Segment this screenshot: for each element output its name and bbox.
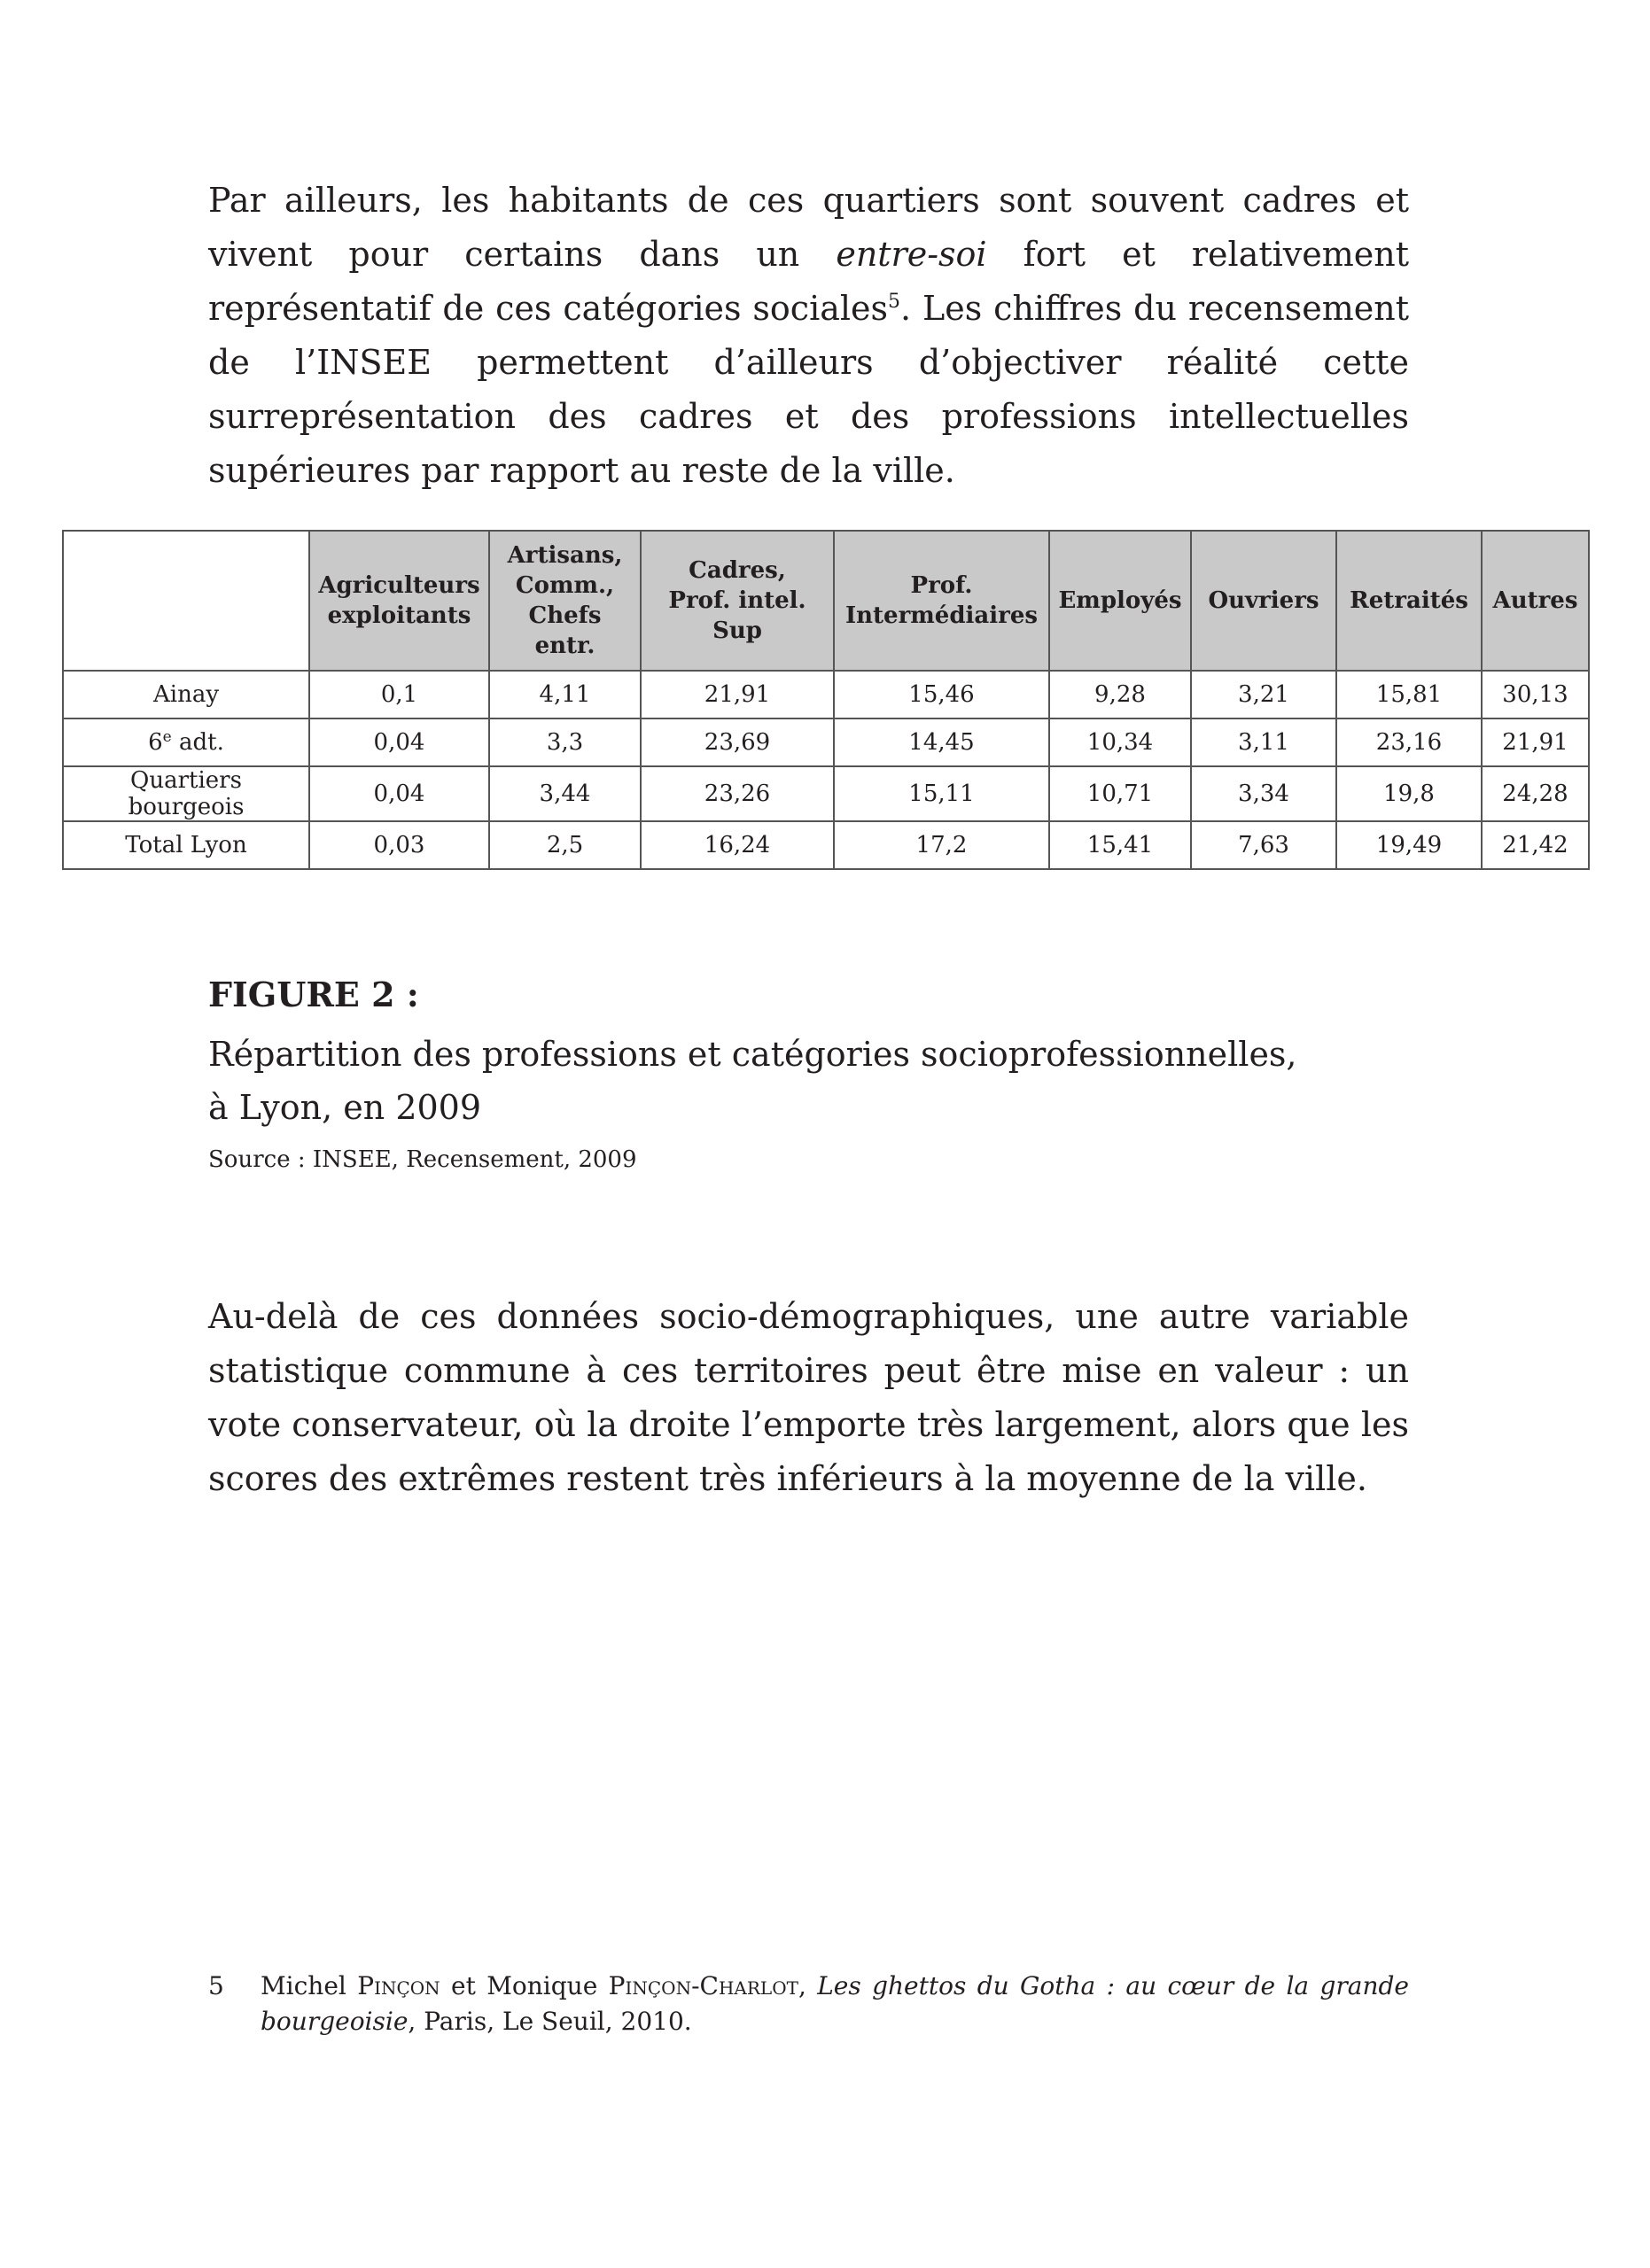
table-cell: 10,71: [1049, 766, 1191, 821]
footnote-number: 5: [208, 1971, 224, 2000]
table-cell: 21,91: [641, 671, 834, 718]
table-row: [63, 718, 1589, 766]
table-cell: 0,04: [309, 766, 489, 821]
row-label-number: 6e adt.: [148, 728, 224, 756]
intro-italic-term: entre-soi: [836, 235, 987, 274]
table-cell: 7,63: [1191, 821, 1336, 869]
table-cell: 3,11: [1191, 718, 1336, 766]
column-header: Autres: [1482, 531, 1589, 671]
row-label: Ainay: [63, 671, 309, 718]
table-cell: 23,16: [1336, 718, 1482, 766]
row-label: Total Lyon: [63, 821, 309, 869]
column-header: Agriculteurs exploitants: [309, 531, 489, 671]
table-cell: 23,69: [641, 718, 834, 766]
column-header: Employés: [1049, 531, 1191, 671]
table-cell: 9,28: [1049, 671, 1191, 718]
figure-source: Source : INSEE, Recensement, 2009: [208, 1146, 637, 1173]
intro-text-middle: fort et relativement représentatif de ces catégories sociales: [208, 235, 1409, 328]
table-cell: 3,44: [489, 766, 641, 821]
figure-title-line2: à Lyon, en 2009: [208, 1088, 482, 1127]
intro-paragraph: [208, 174, 1409, 498]
table-cell: 16,24: [641, 821, 834, 869]
table-row: [63, 671, 1589, 718]
table-cell: 17,2: [834, 821, 1049, 869]
table-cell: 19,49: [1336, 821, 1482, 869]
row-label: Quartiers bourgeois: [63, 766, 309, 821]
footnote: [208, 1969, 1409, 2039]
table-corner-cell: [63, 531, 309, 671]
column-header: Cadres, Prof. intel. Sup: [641, 531, 834, 671]
table-row: [63, 821, 1589, 869]
table-cell: 19,8: [1336, 766, 1482, 821]
table-cell: 23,26: [641, 766, 834, 821]
table-cell: 15,46: [834, 671, 1049, 718]
table-cell: 3,34: [1191, 766, 1336, 821]
table-row: [63, 766, 1589, 821]
table-cell: 10,34: [1049, 718, 1191, 766]
table-cell: 0,1: [309, 671, 489, 718]
table-cell: 24,28: [1482, 766, 1589, 821]
table-cell: 30,13: [1482, 671, 1589, 718]
body-paragraph: Au-delà de ces données socio-démographiques, une autre variable statistique commune à ces territoires peut être mise en valeur : un vote conservateur, où la droite l’emporte très largement, alors que les scores des extrêmes restent très inférieurs à la moyenne de la ville.: [208, 1297, 1409, 1498]
table-cell: 21,42: [1482, 821, 1589, 869]
column-header: Ouvriers: [1191, 531, 1336, 671]
table-cell: 4,11: [489, 671, 641, 718]
table-cell: 15,41: [1049, 821, 1191, 869]
column-header: Retraités: [1336, 531, 1482, 671]
intro-text-end: . Les chiffres du recensement de l’INSEE permettent d’ailleurs d’objectiver réalité cette surreprésentation des cadres et des professions intellectuelles supérieures par rapport au reste de la ville.: [208, 289, 1409, 490]
figure-title: [208, 1028, 1409, 1134]
column-header: Artisans, Comm., Chefs entr.: [489, 531, 641, 671]
intro-text-start: Par ailleurs, les habitants de ces quartiers sont souvent cadres et vivent pour certains dans un: [208, 181, 1409, 274]
table-cell: 0,03: [309, 821, 489, 869]
author-name: Pinçon-Charlot: [608, 1971, 798, 2000]
column-header: Prof. Intermédiaires: [834, 531, 1049, 671]
footnote-reference[interactable]: 5: [888, 291, 901, 313]
table-cell: 0,04: [309, 718, 489, 766]
book-title: Les ghettos du Gotha : au cœur de la grande bourgeoisie: [261, 1971, 1410, 2036]
table-cell: 21,91: [1482, 718, 1589, 766]
table-cell: 15,81: [1336, 671, 1482, 718]
author-name: Pinçon: [357, 1971, 440, 2000]
footnote-text: Michel Pinçon et Monique Pinçon-Charlot, Les ghettos du Gotha : au cœur de la grande bourgeoisie, Paris, Le Seuil, 2010.: [261, 1971, 1410, 2036]
figure-label: FIGURE 2 :: [208, 975, 419, 1014]
table-cell: 14,45: [834, 718, 1049, 766]
csp-table: [62, 530, 1590, 870]
table-header-row: [63, 531, 1589, 671]
row-label: [63, 718, 309, 766]
table-cell: 15,11: [834, 766, 1049, 821]
table-cell: 2,5: [489, 821, 641, 869]
table-cell: 3,21: [1191, 671, 1336, 718]
table-cell: 3,3: [489, 718, 641, 766]
figure-title-line1: Répartition des professions et catégories socioprofessionnelles,: [208, 1035, 1297, 1074]
